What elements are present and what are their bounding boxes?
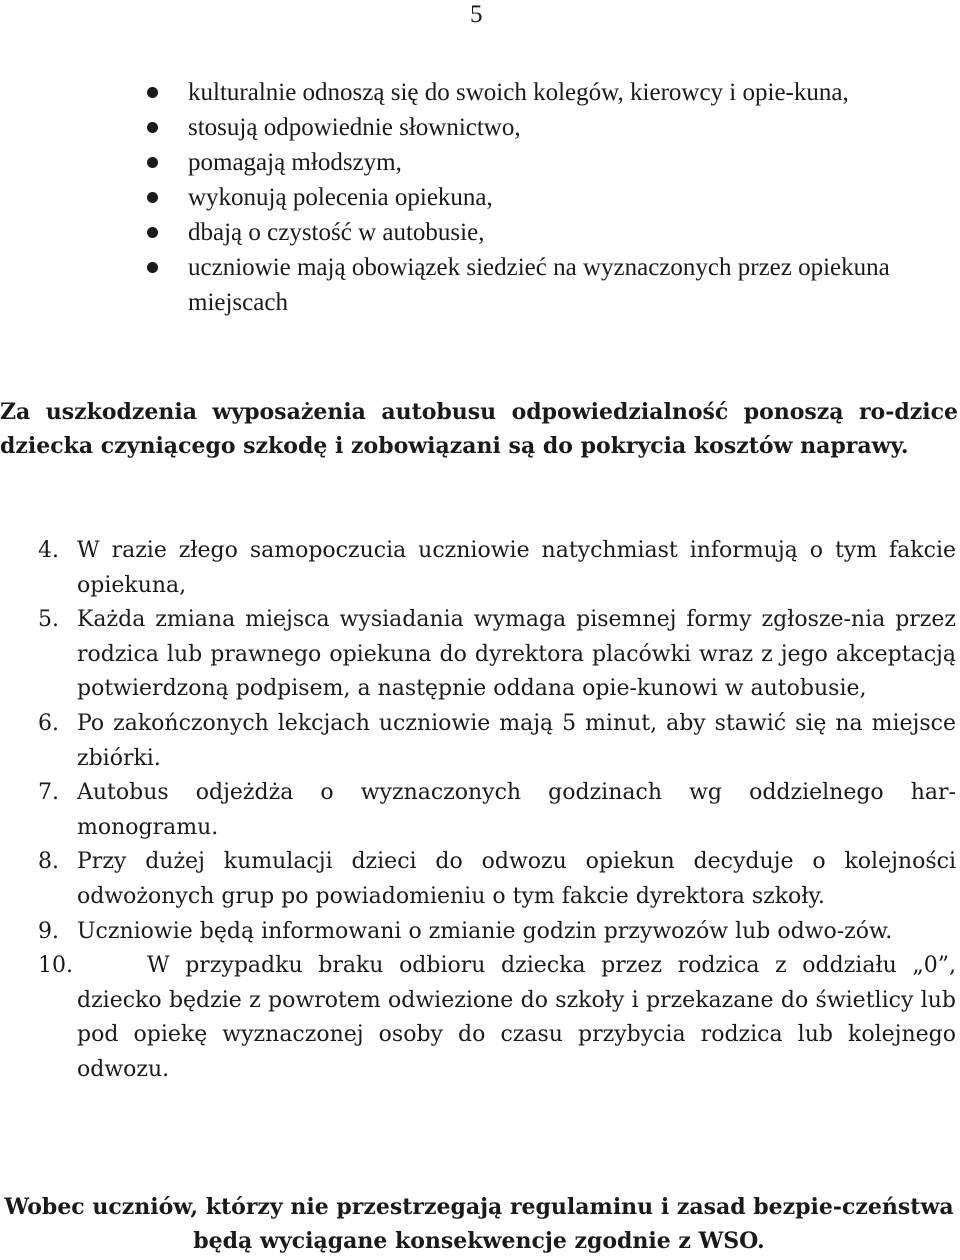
bullet-icon	[147, 157, 158, 168]
list-item	[0, 75, 960, 110]
numbered-item	[0, 534, 956, 603]
item-number: 10.	[38, 953, 73, 979]
item-number: 9.	[38, 918, 59, 944]
list-item	[0, 180, 960, 215]
page-number: 5	[470, 1, 483, 28]
list-item-text: wykonują polecenia opiekuna,	[188, 184, 493, 211]
bullet-list	[0, 75, 960, 320]
item-text: Przy dużej kumulacji dzieci do odwozu opiekun decyduje o kolejności odwożonych grup po powiadomieniu o tym fakcie dyrektora szkoły.	[77, 849, 956, 909]
bullet-icon	[147, 122, 158, 133]
numbered-item	[0, 603, 956, 707]
item-text: Po zakończonych lekcjach uczniowie mają 5 minut, aby stawić się na miejsce zbiórki.	[77, 710, 956, 771]
item-number: 8.	[38, 849, 59, 875]
list-item	[0, 110, 960, 145]
list-item-text: pomagają młodszym,	[188, 149, 402, 176]
item-text: W razie złego samopoczucia uczniowie natychmiast informują o tym fakcie opiekuna,	[77, 538, 956, 598]
list-item-text: dbają o czystość w autobusie,	[188, 219, 485, 246]
item-text: W przypadku braku odbioru dziecka przez rodzica z oddziału „0”, dziecko będzie z powrotem odwiezione do szkoły i przekazane do świetlicy lub pod opiekę wyznaczonej osoby do czasu przybycia rodzica lub kolejnego odwozu.	[77, 953, 956, 1082]
list-item-text: stosują odpowiednie słownictwo,	[188, 114, 521, 141]
item-number: 6.	[38, 710, 59, 736]
numbered-item	[0, 776, 956, 845]
bullet-icon	[147, 87, 158, 98]
numbered-item	[0, 915, 956, 950]
numbered-list	[0, 534, 956, 1088]
numbered-item	[0, 845, 956, 914]
numbered-item	[0, 707, 956, 776]
consequences-paragraph: Wobec uczniów, którzy nie przestrzegają regulaminu i zasad bezpie-czeństwa będą wyciągane konsekwencje zgodnie z WSO.	[4, 1194, 954, 1254]
list-item	[0, 145, 960, 180]
item-text: Uczniowie będą informowani o zmianie godzin przywozów lub odwo-zów.	[77, 918, 893, 944]
list-item-text: uczniowie mają obowiązek siedzieć na wyznaczonych przez opiekuna miejscach	[188, 254, 890, 316]
item-text: Autobus odjeżdża o wyznaczonych godzinach wg oddzielnego har-monogramu.	[77, 780, 956, 840]
bullet-icon	[147, 227, 158, 238]
item-number: 7.	[38, 780, 59, 806]
list-item	[0, 215, 960, 250]
bullet-icon	[147, 262, 158, 273]
item-number: 5.	[38, 607, 59, 633]
item-text: Każda zmiana miejsca wysiadania wymaga pisemnej formy zgłosze-nia przez rodzica lub prawnego opiekuna do dyrektora placówki wraz z jego akceptacją potwierdzoną podpisem, a następnie oddana opie-kunowi w autobusie,	[77, 607, 956, 702]
bullet-icon	[147, 192, 158, 203]
damage-liability-paragraph: Za uszkodzenia wyposażenia autobusu odpowiedzialność ponoszą ro-dzice dziecka czyniącego szkodę i zobowiązani są do pokrycia kosztów naprawy.	[0, 399, 958, 459]
list-item	[0, 250, 960, 320]
list-item-text: kulturalnie odnoszą się do swoich kolegów, kierowcy i opie-kuna,	[188, 79, 849, 106]
item-number: 4.	[38, 538, 59, 563]
numbered-item	[0, 949, 956, 1087]
